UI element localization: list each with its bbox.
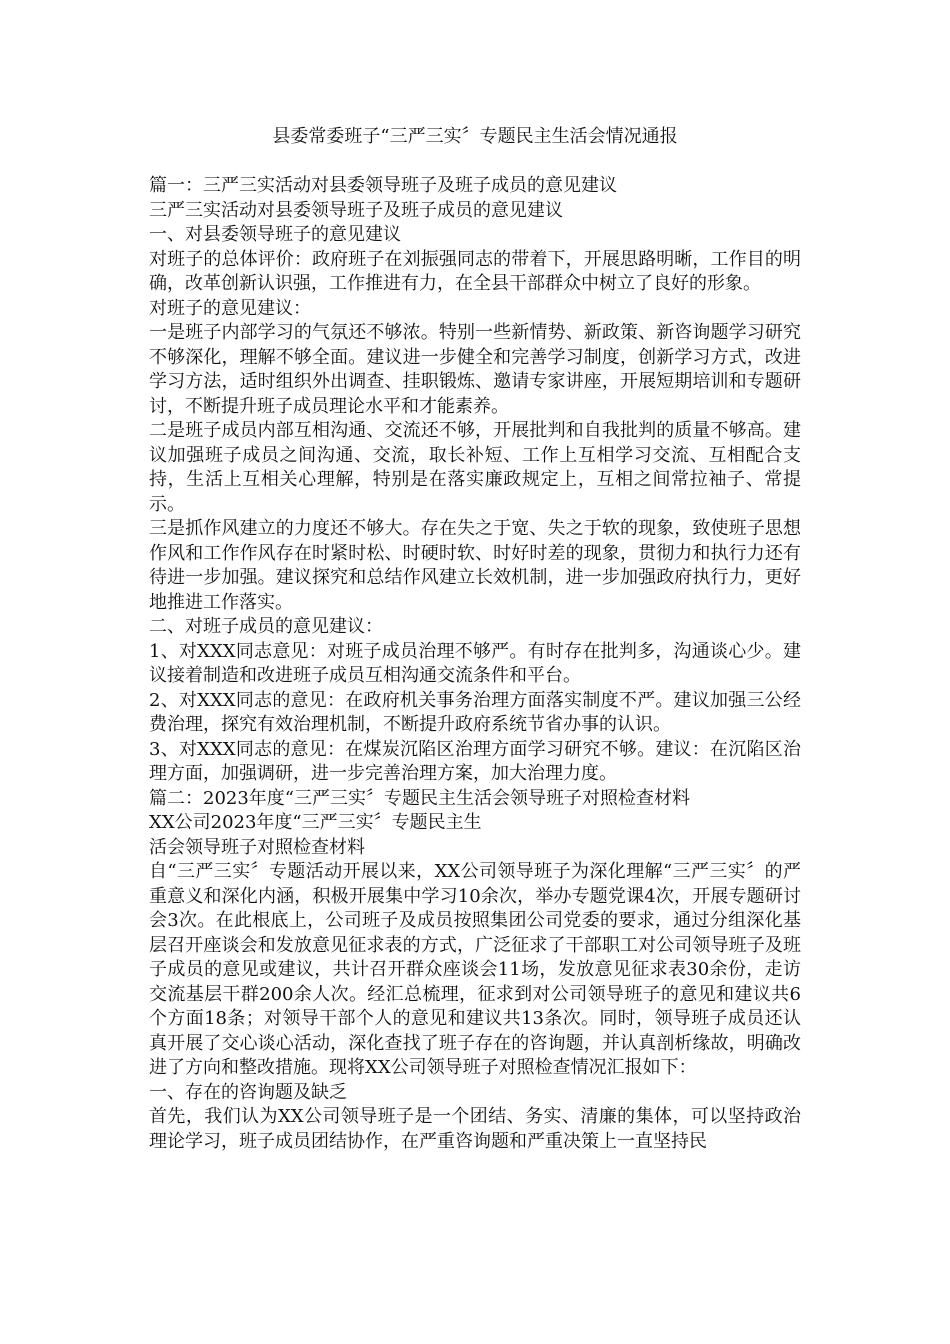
paragraph: 三严三实活动对县委领导班子及班子成员的意见建议 <box>149 199 563 221</box>
document-body <box>149 174 801 1154</box>
paragraph: 篇二：2023年度“三严三实〞专题民主生活会领导班子对照检查材料 <box>149 787 691 809</box>
paragraph: 一、存在的咨询题及缺乏 <box>149 1081 347 1103</box>
paragraph: 3、对XXX同志的意见：在煤炭沉陷区治理方面学习研究不够。建议：在沉陷区治理方面，加强调研，进一步完善治理方案，加大治理力度。 <box>149 738 801 784</box>
paragraph: 1、对XXX同志意见：对班子成员治理不够严。有时存在批判多，沟通谈心少。建议接着制造和改进班子成员互相沟通交流条件和平台。 <box>149 640 801 686</box>
paragraph: 一是班子内部学习的气氛还不够浓。特别一些新情势、新政策、新咨询题学习研究不够深化，理解不够全面。建议进一步健全和完善学习制度，创新学习方式，改进学习方法，适时组织外出调查、挂职锻炼、邀请专家讲座，开展短期培训和专题研讨，不断提升班子成员理论水平和才能素养。 <box>149 322 801 417</box>
paragraph: 首先，我们认为XX公司领导班子是一个团结、务实、清廉的集体，可以坚持政治理论学习，班子成员团结协作，在严重咨询题和严重决策上一直坚持民 <box>149 1106 801 1152</box>
document-title: 县委常委班子“三严三实〞专题民主生活会情况通报 <box>272 126 678 147</box>
paragraph: 活会领导班子对照检查材料 <box>149 836 365 858</box>
paragraph: 2、对XXX同志的意见：在政府机关事务治理方面落实制度不严。建议加强三公经费治理，探究有效治理机制，不断提升政府系统节省办事的认识。 <box>149 689 801 735</box>
paragraph: 对班子的意见建议： <box>149 297 311 319</box>
paragraph: 三是抓作风建立的力度还不够大。存在失之于宽、失之于软的现象，致使班子思想作风和工作作风存在时紧时松、时硬时软、时好时差的现象，贯彻力和执行力还有待进一步加强。建议探究和总结作风建立长效机制，进一步加强政府执行力，更好地推进工作落实。 <box>149 518 801 613</box>
paragraph: 一、对县委领导班子的意见建议 <box>149 224 401 245</box>
paragraph: XX公司2023年度“三严三实〞专题民主生 <box>149 812 482 833</box>
paragraph: 二是班子成员内部互相沟通、交流还不够，开展批判和自我批判的质量不够高。建议加强班子成员之间沟通、交流，取长补短、工作上互相学习交流、互相配合支持，生活上互相关心理解，特别是在落实廉政规定上，互相之间常拉袖子、常提示。 <box>149 420 801 515</box>
paragraph: 篇一：三严三实活动对县委领导班子及班子成员的意见建议 <box>149 175 617 196</box>
paragraph: 自“三严三实〞专题活动开展以来，XX公司领导班子为深化理解“三严三实〞的严重意义和深化内涵，积极开展集中学习10余次，举办专题党课4次，开展专题研讨会3次。在此根底上，公司班子及成员按照集团公司党委的要求，通过分组深化基层召开座谈会和发放意见征求表的方式，广泛征求了干部职工对公司领导班子及班子成员的意见或建议，共计召开群众座谈会11场，发放意见征求表30余份，走访交流基层干群200余人次。经汇总梳理，征求到对公司领导班子的意见和建议共6个方面18条；对领导干部个人的意见和建议共13条次。同时，领导班子成员还认真开展了交心谈心活动，深化查找了班子存在的咨询题，并认真剖析缘故，明确改进了方向和整改措施。现将XX公司领导班子对照检查情况汇报如下： <box>149 861 801 1078</box>
paragraph: 对班子的总体评价：政府班子在刘振强同志的带着下，开展思路明晰，工作目的明确，改革创新认识强，工作推进有力，在全县干部群众中树立了良好的形象。 <box>149 248 801 294</box>
paragraph: 二、对班子成员的意见建议： <box>149 616 383 637</box>
